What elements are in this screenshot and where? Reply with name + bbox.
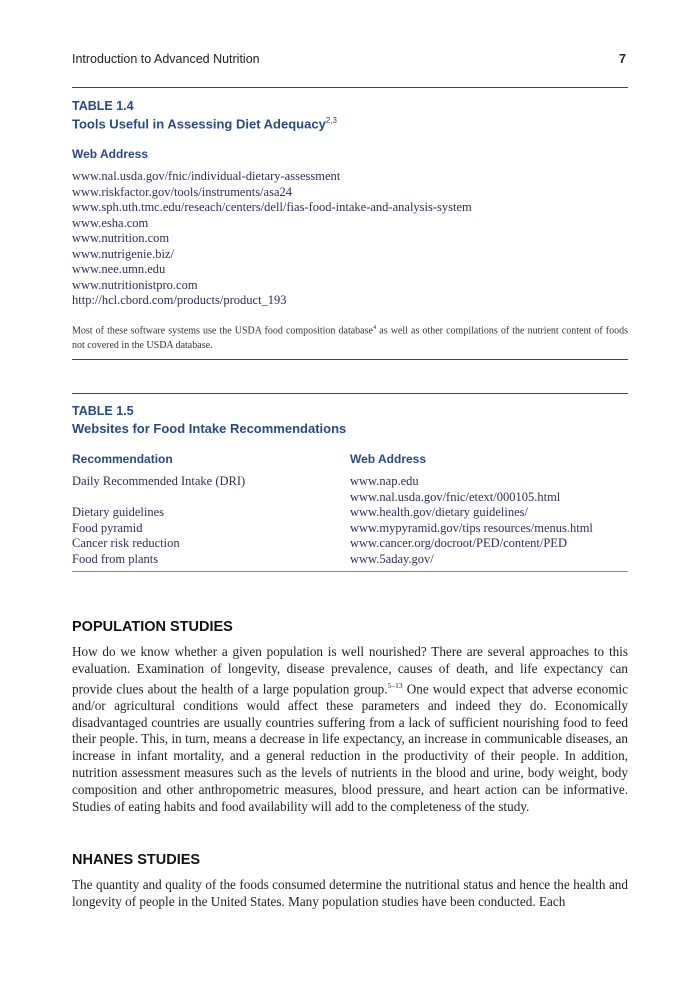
population-studies-heading: POPULATION STUDIES (72, 619, 233, 635)
population-studies-text-a: How do we know whether a given population is well nourished? There are several approaches to this evaluation. Examination of longevity, disease prevalence, causes of death, and life expectancy can provide clues about the health of a large population group. (72, 644, 628, 696)
table-1-4-url: www.nutritionistpro.com (72, 277, 198, 292)
table-1-5-recommendation (72, 490, 245, 506)
table-1-4-title-text: Tools Useful in Assessing Diet Adequacy (72, 116, 326, 132)
table-1-5-address: www.nal.usda.gov/fnic/etext/000105.html (350, 489, 561, 504)
page-number: 7 (619, 52, 626, 66)
table-1-4-url: www.nal.usda.gov/fnic/individual-dietary-assessment (72, 169, 341, 183)
table-1-5-column-web-address: Web Address (350, 452, 427, 466)
table-1-4-url: www.nutrigenie.biz/ (72, 246, 174, 261)
table-1-5-recommendation: Daily Recommended Intake (DRI) (72, 474, 246, 488)
table-1-4-url: www.sph.uth.tmc.edu/reseach/centers/dell/fias-food-intake-and-analysis-system (72, 200, 472, 214)
header-rule (72, 87, 628, 88)
table-1-4-label: TABLE 1.4 (72, 99, 134, 113)
table-1-5-address: www.5aday.gov/ (350, 551, 434, 566)
population-studies-text-b: One would expect that adverse economic and/or agricultural conditions would affect these parameters and indeed they do. Economically disadvantaged countries are usually countries suffering from a lack of sufficient nourishing food to feed their people. This, in turn, means a decrease in life expectancy, an increase in communicable diseases, an increase in infant mortality, and a general reduction in the productivity of their people. In addition, nutrition assessment measures such as the levels of nutrients in the blood and urine, body weight, body composition and other anthropometric measures, blood pressure, and heart action can be informative. Studies of eating habits and food availability will add to the completeness of the study. (72, 680, 628, 814)
table-1-5-title: Websites for Food Intake Recommendations (72, 421, 347, 436)
population-studies-citation: 5–13 (387, 680, 403, 690)
table-1-4-footnote-text-b: as well as other compilations of the nutrient content of foods not covered in the USDA database. (72, 325, 628, 352)
table-1-4-title (72, 116, 337, 131)
table-1-4-url: www.nee.umn.edu (72, 262, 166, 276)
table-1-5-address-column (350, 474, 593, 567)
table-1-4-url: www.nutrition.com (72, 231, 170, 245)
running-head: Introduction to Advanced Nutrition (72, 52, 260, 66)
table-1-5-address: www.nap.edu (350, 474, 419, 488)
nhanes-studies-heading: NHANES STUDIES (72, 852, 201, 868)
table-1-4-url: www.esha.com (72, 215, 149, 230)
table-1-5-recommendation: Food from plants (72, 551, 159, 566)
table-1-4-url: http://hcl.cbord.com/products/product_193 (72, 293, 287, 307)
nhanes-studies-paragraph: The quantity and quality of the foods consumed determine the nutritional status and hence the health and longevity of people in the United States. Many population studies have been conducted. Each (72, 877, 628, 909)
table-1-4-title-citation: 2,3 (325, 116, 337, 125)
table-1-4-footnote-citation: 4 (372, 324, 377, 331)
table-1-5-top-rule (72, 393, 628, 394)
table-1-5-bottom-rule (72, 571, 628, 572)
table-1-4-url-list (72, 169, 472, 309)
table-1-5-address: www.mypyramid.gov/tips resources/menus.html (350, 520, 593, 535)
table-1-5-recommendation-column (72, 474, 245, 567)
table-1-5-recommendation: Food pyramid (72, 520, 143, 535)
table-1-4-url: www.riskfactor.gov/tools/instruments/asa24 (72, 184, 292, 199)
table-1-5-label: TABLE 1.5 (72, 404, 134, 418)
table-1-4-bottom-rule (72, 359, 628, 360)
table-1-5-recommendation: Dietary guidelines (72, 505, 164, 519)
table-1-4-column-header: Web Address (72, 147, 149, 161)
table-1-5-address: www.cancer.org/docroot/PED/content/PED (350, 536, 567, 550)
table-1-5-recommendation: Cancer risk reduction (72, 536, 180, 550)
table-1-5-column-recommendation: Recommendation (72, 452, 173, 466)
population-studies-paragraph (72, 644, 628, 815)
table-1-4-footnote (72, 320, 628, 353)
table-1-4-footnote-text-a: Most of these software systems use the USDA food composition database (72, 325, 373, 337)
table-1-5-address: www.health.gov/dietary guidelines/ (350, 505, 528, 519)
